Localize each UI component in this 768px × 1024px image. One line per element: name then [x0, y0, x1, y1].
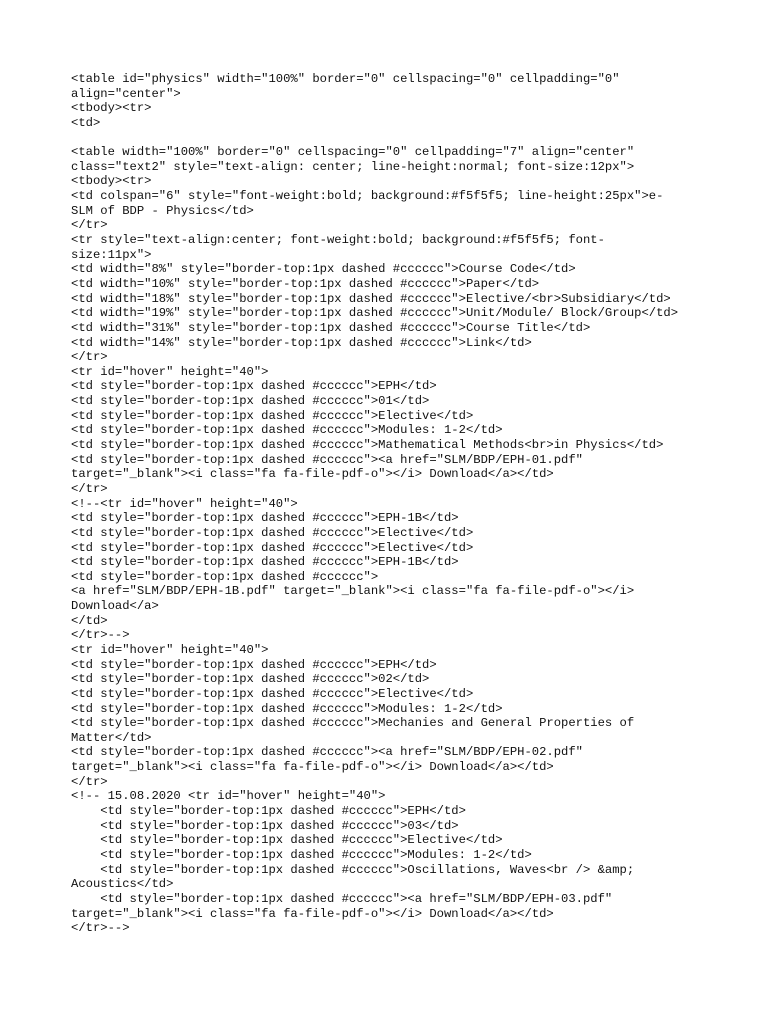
- code-line: </tr>: [71, 774, 108, 789]
- code-line: <table width="100%" border="0" cellspacing="0" cellpadding="7" align="center": [71, 145, 635, 160]
- code-line: <td width="10%" style="border-top:1px dashed #cccccc">Paper</td>: [71, 276, 540, 291]
- code-line: <td style="border-top:1px dashed #cccccc">EPH</td>: [71, 804, 466, 819]
- code-line: </tr>-->: [71, 921, 130, 936]
- code-line: target="_blank"><i class="fa fa-file-pdf-o"></i> Download</a></td>: [71, 760, 554, 775]
- code-line: </td>: [71, 613, 108, 628]
- code-line: <td style="border-top:1px dashed #cccccc">EPH</td>: [71, 657, 437, 672]
- code-line: <td style="border-top:1px dashed #cccccc">Modules: 1-2</td>: [71, 847, 532, 862]
- code-line: <td style="border-top:1px dashed #cccccc">Elective</td>: [71, 833, 503, 848]
- code-line: target="_blank"><i class="fa fa-file-pdf-o"></i> Download</a></td>: [71, 906, 554, 921]
- document-page: [71, 72, 751, 936]
- code-line: <td style="border-top:1px dashed #cccccc">EPH-1B</td>: [71, 555, 459, 570]
- code-line: class="text2" style="text-align: center; line-height:normal; font-size:12px">: [71, 159, 635, 174]
- code-line: <td style="border-top:1px dashed #cccccc">Oscillations, Waves<br /> &amp;: [71, 862, 635, 877]
- code-line: <td style="border-top:1px dashed #cccccc">Mathematical Methods<br>in Physics</td>: [71, 438, 664, 453]
- code-line: <td style="border-top:1px dashed #cccccc"><a href="SLM/BDP/EPH-02.pdf": [71, 745, 583, 760]
- code-line: </tr>-->: [71, 628, 130, 643]
- code-line: <td style="border-top:1px dashed #cccccc">Modules: 1-2</td>: [71, 423, 503, 438]
- code-line: <td style="border-top:1px dashed #cccccc">Elective</td>: [71, 525, 474, 540]
- code-line: <td style="border-top:1px dashed #cccccc">EPH</td>: [71, 379, 437, 394]
- code-line: SLM of BDP - Physics</td>: [71, 203, 254, 218]
- code-line: <td colspan="6" style="font-weight:bold; background:#f5f5f5; line-height:25px">e-: [71, 189, 664, 204]
- code-line: target="_blank"><i class="fa fa-file-pdf-o"></i> Download</a></td>: [71, 467, 554, 482]
- code-line: Download</a>: [71, 599, 159, 614]
- code-line: <td width="14%" style="border-top:1px dashed #cccccc">Link</td>: [71, 335, 532, 350]
- code-line: </tr>: [71, 218, 108, 233]
- code-line: <tr style="text-align:center; font-weight:bold; background:#f5f5f5; font-: [71, 233, 605, 248]
- code-line: <td style="border-top:1px dashed #cccccc">EPH-1B</td>: [71, 511, 459, 526]
- code-line: <!--<tr id="hover" height="40">: [71, 496, 298, 511]
- code-line: <td style="border-top:1px dashed #cccccc">03</td>: [71, 818, 459, 833]
- code-line: <tr id="hover" height="40">: [71, 642, 269, 657]
- code-line: <tbody><tr>: [71, 101, 152, 116]
- code-line: <td width="8%" style="border-top:1px dashed #cccccc">Course Code</td>: [71, 262, 576, 277]
- code-line: <td style="border-top:1px dashed #cccccc">Modules: 1-2</td>: [71, 701, 503, 716]
- code-line: <table id="physics" width="100%" border="0" cellspacing="0" cellpadding="0": [71, 72, 620, 86]
- code-line: <td style="border-top:1px dashed #cccccc"><a href="SLM/BDP/EPH-01.pdf": [71, 452, 583, 467]
- code-line: <tbody><tr>: [71, 174, 152, 189]
- code-line: <td style="border-top:1px dashed #cccccc">Elective</td>: [71, 408, 474, 423]
- code-line: align="center">: [71, 86, 181, 101]
- code-line: <td style="border-top:1px dashed #cccccc">Mechanies and General Properties of: [71, 716, 635, 731]
- code-line: <a href="SLM/BDP/EPH-1B.pdf" target="_blank"><i class="fa fa-file-pdf-o"></i>: [71, 584, 635, 599]
- code-line: <td style="border-top:1px dashed #cccccc">01</td>: [71, 394, 430, 409]
- code-line: <td width="31%" style="border-top:1px dashed #cccccc">Course Title</td>: [71, 320, 591, 335]
- code-line: <!-- 15.08.2020 <tr id="hover" height="40">: [71, 789, 386, 804]
- blank-line: [71, 131, 751, 146]
- code-line: <td width="19%" style="border-top:1px dashed #cccccc">Unit/Module/ Block/Group</td>: [71, 306, 679, 321]
- code-line: <td style="border-top:1px dashed #cccccc"><a href="SLM/BDP/EPH-03.pdf": [71, 891, 613, 906]
- code-line: <tr id="hover" height="40">: [71, 364, 269, 379]
- code-line: size:11px">: [71, 247, 152, 262]
- code-line: <td width="18%" style="border-top:1px dashed #cccccc">Elective/<br>Subsidiary</td>: [71, 291, 671, 306]
- code-line: <td style="border-top:1px dashed #cccccc">Elective</td>: [71, 686, 474, 701]
- code-line: <td style="border-top:1px dashed #cccccc">02</td>: [71, 672, 430, 687]
- code-line: </tr>: [71, 481, 108, 496]
- code-line: <td>: [71, 115, 101, 130]
- code-line: Acoustics</td>: [71, 877, 174, 892]
- code-line: <td style="border-top:1px dashed #cccccc">: [71, 569, 379, 584]
- code-line: <td style="border-top:1px dashed #cccccc">Elective</td>: [71, 540, 474, 555]
- code-line: Matter</td>: [71, 730, 152, 745]
- code-line: </tr>: [71, 350, 108, 365]
